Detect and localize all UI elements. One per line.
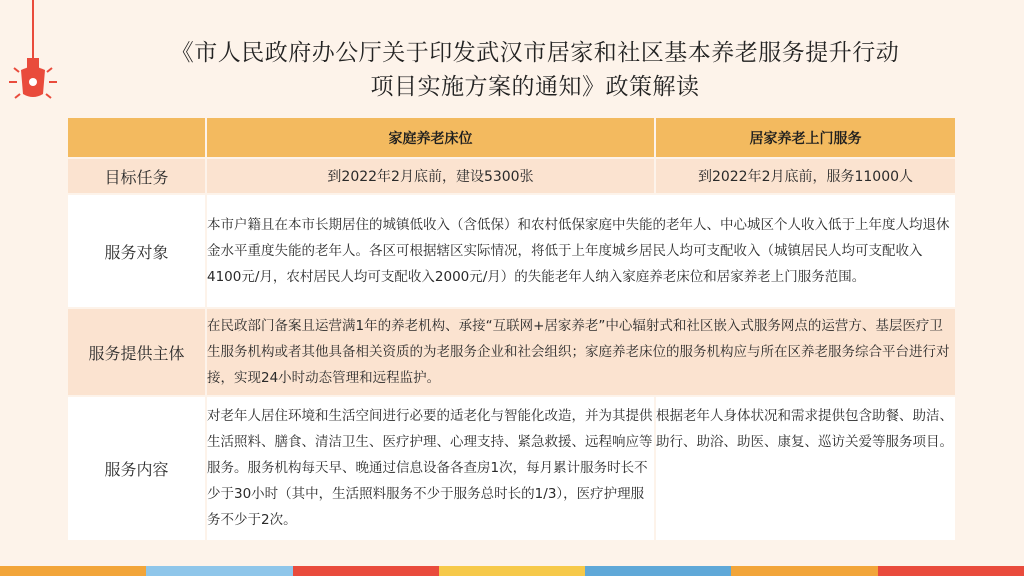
table-row — [68, 194, 955, 308]
footer-stripe — [0, 566, 146, 576]
title-line-2: 项目实施方案的通知》政策解读 — [370, 74, 700, 100]
footer-stripe — [878, 566, 1024, 576]
row-label: 服务提供主体 — [68, 308, 206, 396]
row-cell: 到2022年2月底前，服务11000人 — [655, 158, 955, 194]
title-line-1: 《市人民政府办公厅关于印发武汉市居家和社区基本养老服务提升行动 — [170, 40, 900, 66]
header-blank-cell — [68, 118, 206, 158]
footer-stripe — [293, 566, 439, 576]
footer-stripe — [731, 566, 877, 576]
table-row — [68, 396, 955, 540]
footer-stripes — [0, 566, 1024, 576]
footer-stripe — [585, 566, 731, 576]
row-label: 目标任务 — [68, 158, 206, 194]
policy-table — [68, 118, 955, 540]
row-cell: 对老年人居住环境和生活空间进行必要的适老化与智能化改造，并为其提供生活照料、膳食、清洁卫生、医疗护理、心理支持、紧急救援、远程响应等服务。服务机构每天早、晚通过信息设备各查房1次，每月累计服务时长不少于30小时（其中，生活照料服务不少于服务总时长的1/3），医疗护理服务不少于2次。 — [206, 396, 655, 540]
footer-stripe — [439, 566, 585, 576]
row-cell: 本市户籍且在本市长期居住的城镇低收入（含低保）和农村低保家庭中失能的老年人、中心城区个人收入低于上年度人均退休金水平重度失能的老年人。各区可根据辖区实际情况，将低于上年度城乡居民人均可支配收入（城镇居民人均可支配收入4100元/月，农村居民人均可支配收入2000元/月）的失能老年人纳入家庭养老床位和居家养老上门服务范围。 — [206, 194, 955, 308]
table-row — [68, 158, 955, 194]
light-bulb-icon — [5, 0, 63, 118]
row-cell: 根据老年人身体状况和需求提供包含助餐、助洁、助行、助浴、助医、康复、巡访关爱等服务项目。 — [655, 396, 955, 540]
table-row — [68, 308, 955, 396]
header-col1: 家庭养老床位 — [206, 118, 655, 158]
footer-stripe — [146, 566, 292, 576]
header-col2: 居家养老上门服务 — [655, 118, 955, 158]
row-label: 服务内容 — [68, 396, 206, 540]
table-header-row — [68, 118, 955, 158]
row-cell: 到2022年2月底前，建设5300张 — [206, 158, 655, 194]
row-label: 服务对象 — [68, 194, 206, 308]
row-cell: 在民政部门备案且运营满1年的养老机构、承接“互联网+居家养老”中心辐射式和社区嵌入式服务网点的运营方、基层医疗卫生服务机构或者其他具备相关资质的为老服务企业和社会组织；家庭养老床位的服务机构应与所在区养老服务综合平台进行对接，实现24小时动态管理和远程监护。 — [206, 308, 955, 396]
page-title — [110, 36, 960, 104]
